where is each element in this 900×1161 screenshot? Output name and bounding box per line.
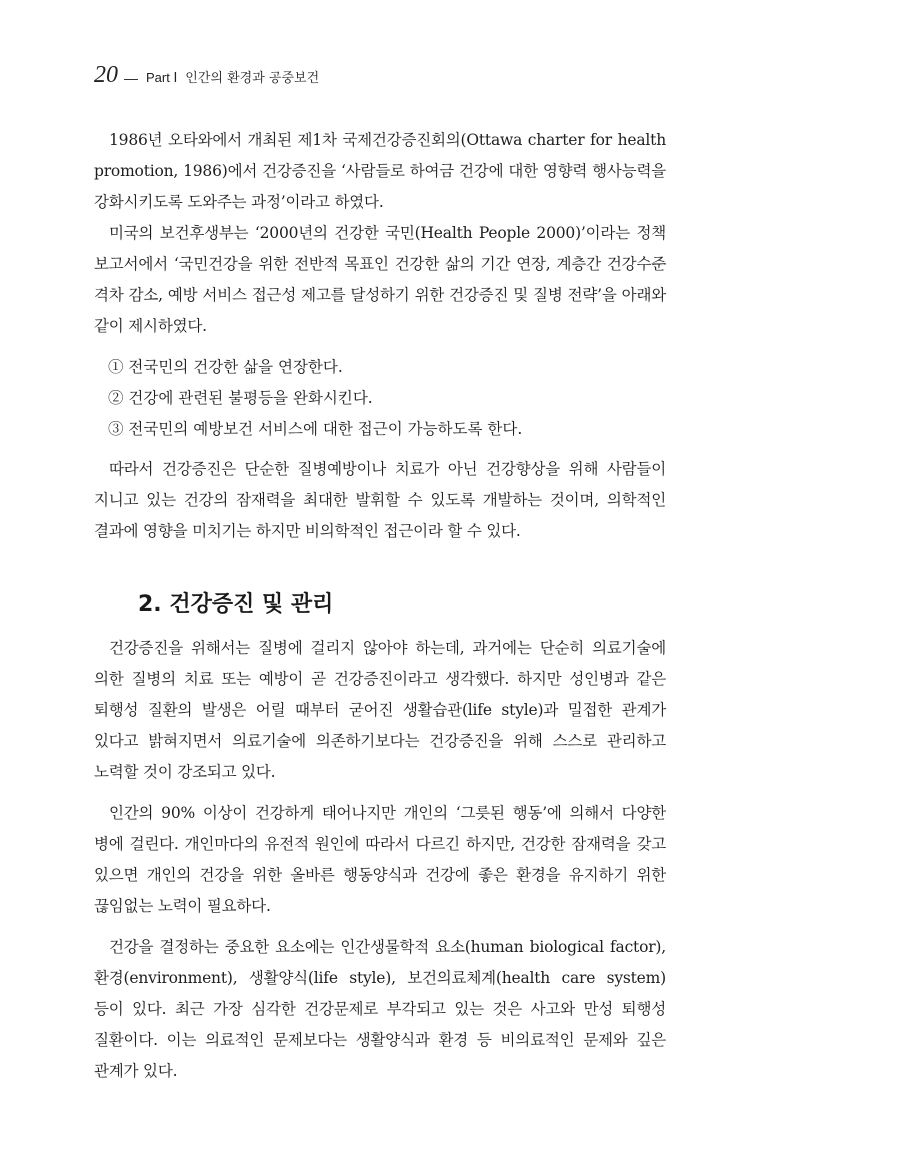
intro-paragraph-1: 1986년 오타와에서 개최된 제1차 국제건강증진회의(Ottawa charter for health promotion, 1986)에서 건강증진을 ‘사람들로 하여금 건강에 대한 영향력 행사능력을 강화시키도록 도와주는 과정’이라고 하였다. [94,131,666,211]
list-item: ② 건강에 관련된 불평등을 완화시킨다. [108,389,373,407]
part-label: Part Ⅰ [146,70,178,85]
section-heading: 2. 건강증진 및 관리 [138,592,334,617]
section-paragraph-block-3 [94,932,666,1087]
chapter-title: 인간의 환경과 공중보건 [185,71,320,86]
section-paragraph-3: 건강을 결정하는 중요한 요소에는 인간생물학적 요소(human biological factor), 환경(environment), 생활양식(life style), 보건의료체계(health care system) 등이 있다. 최근 가장 심각한 건강문제로 부각되고 있는 것은 사고와 만성 퇴행성 질환이다. 이는 의료적인 문제보다는 생활양식과 환경 등 비의료적인 문제와 깊은 관계가 있다. [94,938,666,1080]
intro-paragraph-2: 미국의 보건후생부는 ‘2000년의 건강한 국민(Health People 2000)’이라는 정책 보고서에서 ‘국민건강을 위한 전반적 목표인 건강한 삶의 기간 연장, 계층간 건강수준 격차 감소, 예방 서비스 접근성 제고를 달성하기 위한 건강증진 및 질병 전략’을 아래와 같이 제시하였다. [94,224,666,335]
intro-block [94,125,666,342]
goal-list [94,352,666,445]
section-paragraph-2: 인간의 90% 이상이 건강하게 태어나지만 개인의 ‘그릇된 행동’에 의해서 다양한 병에 걸린다. 개인마다의 유전적 원인에 따라서 다르긴 하지만, 건강한 잠재력을 갖고 있으면 개인의 건강을 위한 올바른 행동양식과 건강에 좋은 환경을 유지하기 위한 끊임없는 노력이 필요하다. [94,804,666,915]
running-head [94,62,319,89]
page-number: 20 [94,62,118,88]
intro-paragraph-3: 따라서 건강증진은 단순한 질병예방이나 치료가 아닌 건강향상을 위해 사람들이 지니고 있는 건강의 잠재력을 최대한 발휘할 수 있도록 개발하는 것이며, 의학적인 결과에 영향을 미치기는 하지만 비의학적인 접근이라 할 수 있다. [94,460,666,540]
section-paragraph-block-1 [94,633,666,788]
list-item: ① 전국민의 건강한 삶을 연장한다. [108,358,343,376]
list-item: ③ 전국민의 예방보건 서비스에 대한 접근이 가능하도록 한다. [108,420,523,438]
header-rule [124,79,138,80]
section-heading-block [94,587,666,618]
section-paragraph-block-2 [94,798,666,922]
intro-conclusion-block [94,454,666,547]
section-paragraph-1: 건강증진을 위해서는 질병에 걸리지 않아야 하는데, 과거에는 단순히 의료기술에 의한 질병의 치료 또는 예방이 곧 건강증진이라고 생각했다. 하지만 성인병과 같은 퇴행성 질환의 발생은 어릴 때부터 굳어진 생활습관(life style)과 밀접한 관계가 있다고 밝혀지면서 의료기술에 의존하기보다는 건강증진을 위해 스스로 관리하고 노력할 것이 강조되고 있다. [94,639,666,781]
